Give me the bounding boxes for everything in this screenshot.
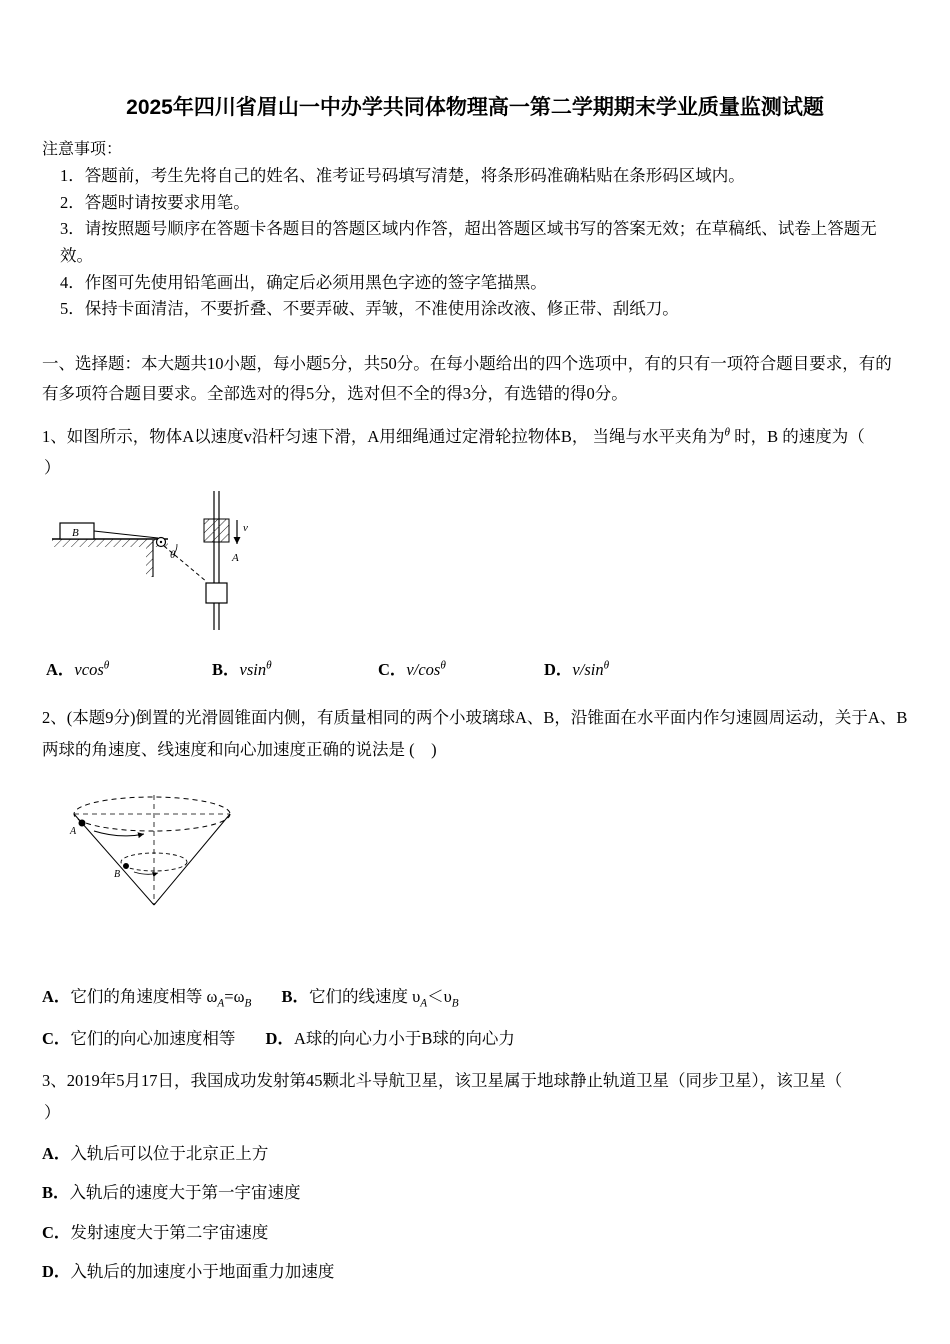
question1-options — [46, 656, 908, 680]
section1-heading: 一、选择题：本大题共10小题，每小题5分，共50分。在每小题给出的四个选项中，有的只有一项符合题目要求，有的有多项符合题目要求。全部选对的得5分，选对但不全的得3分，有选错的得0分。 — [42, 354, 892, 403]
question2-figure — [52, 787, 908, 927]
notice-item-2: 2．答题时请按要求用笔。 — [60, 192, 250, 212]
notice-heading: 注意事项： — [42, 141, 123, 159]
question-1 — [42, 421, 908, 681]
option-label: D． — [265, 1029, 294, 1049]
velocity-label: v — [243, 522, 248, 535]
option-label: B． — [212, 660, 240, 680]
option-text: 入轨后的加速度小于地面重力加速度 — [70, 1262, 335, 1282]
option-text: 入轨后可以位于北京正上方 — [70, 1144, 269, 1164]
option-text: 发射速度大于第二宇宙速度 — [70, 1222, 269, 1242]
page-title: 2025年四川省眉山一中办学共同体物理高一第二学期期末学业质量监测试题 — [126, 96, 824, 119]
option-label: A． — [46, 660, 75, 680]
q3-stem-close: ） — [44, 1102, 61, 1122]
ball-B — [123, 863, 129, 869]
object-A-label: A — [232, 552, 239, 565]
option-text: 它们的向心加速度相等 — [70, 1029, 236, 1049]
option-label: A． — [42, 986, 71, 1006]
option-formula: vsin — [239, 660, 267, 680]
option-text: A球的向心力小于B球的向心力 — [293, 1029, 515, 1049]
q1-option-c — [378, 656, 544, 680]
ball-A — [79, 819, 86, 826]
option-sub: B — [451, 997, 459, 1010]
option-sub: A — [217, 997, 225, 1010]
q3-option-c — [42, 1220, 908, 1246]
q3-option-b — [42, 1180, 908, 1206]
table-edge-hatch — [146, 540, 153, 577]
question-3 — [42, 1065, 908, 1285]
question1-figure — [46, 487, 908, 642]
option-sub: B — [244, 997, 252, 1010]
cone-rim — [74, 797, 230, 831]
option-text: ＜υ — [427, 986, 452, 1006]
option-label: C． — [42, 1029, 71, 1049]
q3-option-a — [42, 1141, 908, 1167]
notice-item-4: 4．作图可先使用铅笔画出，确定后必须用黑色字迹的签字笔描黑。 — [60, 272, 547, 292]
question1-stem — [42, 421, 908, 452]
notice-item-5: 5．保持卡面清洁，不要折叠、不要弄破、弄皱，不准使用涂改液、修正带、刮纸刀。 — [60, 299, 679, 319]
pulley-rod-diagram — [46, 487, 278, 637]
option-sup: θ — [103, 659, 110, 672]
question2-options-ab — [42, 983, 908, 1013]
option-label: A． — [42, 1144, 71, 1164]
notice-item-1: 1．答题前，考生先将自己的姓名、准考证号码填写清楚，将条形码准确粘贴在条形码区域内。 — [60, 165, 745, 185]
q1-stem-pre: 1、如图所示，物体A以速度v沿杆匀速下滑，A用细绳通过定滑轮拉物体B， 当绳与水平夹角为 — [42, 426, 725, 446]
q1-option-d — [544, 656, 710, 680]
notice-item-3: 3．请按照题号顺序在答题卡各题目的答题区域内作答，超出答题区域书写的答案无效；在草稿纸、试卷上答题无效。 — [60, 219, 877, 266]
option-formula: v/cos — [406, 660, 441, 680]
q2-option-d — [266, 1029, 515, 1048]
option-formula: v/sin — [572, 660, 604, 680]
option-text: 它们的角速度相等 ω — [70, 986, 218, 1006]
question3-stem: 3、2019年5月17日，我国成功发射第45颗北斗导航卫星，该卫星属于地球静止轨道卫星（同步卫星），该卫星（ — [42, 1071, 843, 1091]
option-label: B． — [42, 1183, 70, 1203]
option-label: D． — [42, 1262, 71, 1282]
ball-A-label: A — [70, 825, 77, 837]
ball-B-label: B — [114, 868, 121, 880]
q2-option-a — [42, 986, 252, 1010]
option-label: C． — [42, 1222, 71, 1242]
option-formula: vcos — [74, 660, 104, 680]
question-2 — [42, 702, 908, 1053]
fixed-support — [204, 519, 229, 542]
angle-label: θ — [170, 549, 176, 562]
q3-option-d — [42, 1259, 908, 1285]
option-text: =ω — [224, 986, 245, 1006]
option-sup: θ — [440, 659, 446, 672]
notice-section — [42, 137, 908, 323]
slider-block — [206, 583, 227, 603]
q1-stem-post: 时，B 的速度为（ — [729, 426, 865, 446]
cone-diagram — [52, 787, 257, 922]
question2-options-cd — [42, 1025, 908, 1053]
q1-option-b — [212, 656, 378, 680]
q1-option-a — [46, 656, 212, 680]
question2-stem: 2、(本题9分)倒置的光滑圆锥面内侧，有质量相同的两个小玻璃球A、B，沿锥面在水平面内作匀速圆周运动，关于A、B两球的角速度、线速度和向心加速度正确的说法是 ( ) — [42, 708, 908, 759]
option-sup: θ — [603, 659, 610, 672]
block-B-label: B — [72, 527, 79, 540]
option-label: B． — [281, 986, 309, 1006]
q1-stem-sup: θ — [724, 426, 730, 439]
q1-stem-close: ） — [44, 457, 61, 477]
q2-option-c — [42, 1029, 235, 1048]
option-sup: θ — [266, 659, 272, 672]
option-label: C． — [378, 660, 407, 680]
option-label: D． — [544, 660, 573, 680]
option-text: 入轨后的速度大于第一宇宙速度 — [69, 1183, 301, 1203]
q2-option-b — [281, 986, 459, 1010]
option-sub: A — [420, 997, 428, 1010]
option-text: 它们的线速度 υ — [308, 986, 421, 1006]
